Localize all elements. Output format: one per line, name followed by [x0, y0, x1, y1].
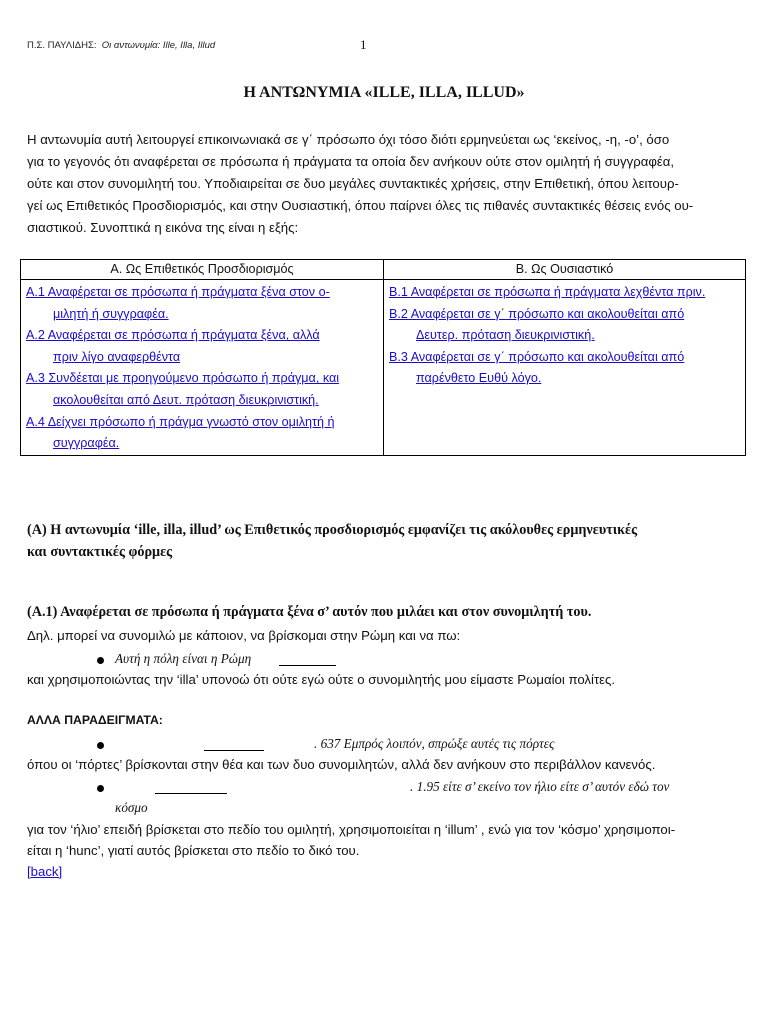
running-header: [27, 40, 215, 51]
latin-blank: [204, 750, 264, 751]
intro-line: για το γεγονός ότι αναφέρεται σε πρόσωπα ή πράγματα τα οποία δεν ανήκουν ούτε στον ομιλητή ή συγγραφέα,: [27, 154, 675, 169]
link-a4[interactable]: Α.4 Δείχνει πρόσωπο ή πράγμα γνωστό στον ομιλητή ή συγγραφέα.: [26, 414, 335, 451]
page-number: 1: [360, 37, 367, 52]
intro-line: γεί ως Επιθετικός Προσδιορισμός, και στην Ουσιαστική, όπου παίρνει όλες τις πιθανές συντακτικές θέσεις ενός ου-: [27, 198, 694, 213]
intro-line: σιαστικού. Συνοπτικά η εικόνα της είναι η εξής:: [27, 220, 299, 235]
section-a1-heading: (Α.1) Αναφέρεται σε πρόσωπα ή πράγματα ξένα σ’ αυτόν που μιλάει και στον συνομιλητή του.: [27, 604, 592, 620]
header-author: Π.Σ. ΠΑΥΛΙΔΗΣ:: [27, 40, 97, 51]
example-1: Αυτή η πόλη είναι η Ρώμη: [115, 651, 252, 666]
link-b1[interactable]: Β.1 Αναφέρεται σε πρόσωπα ή πράγματα λεχθέντα πριν.: [389, 285, 706, 299]
section-a-heading-line: και συντακτικές φόρμες: [27, 544, 173, 560]
latin-blank: [279, 665, 336, 666]
section-a1-text: είται η ‘hunc’, γιατί αυτός βρίσκεται στο πεδίο το δικό του.: [27, 843, 360, 858]
bullet: [97, 657, 104, 664]
usage-summary-table: [20, 259, 746, 456]
col-b-header: Β. Ως Ουσιαστικό: [384, 260, 746, 280]
latin-blank: [155, 793, 227, 794]
intro-paragraph: [27, 129, 745, 239]
bullet: [97, 742, 104, 749]
col-a-cell: [21, 280, 384, 456]
other-examples-label: ΑΛΛΑ ΠΑΡΑΔΕΙΓΜΑΤΑ:: [27, 713, 163, 727]
back-link[interactable]: [back]: [27, 864, 63, 879]
example-2: . 637 Εμπρός λοιπόν, σπρώξε αυτές τις πόρτες: [314, 736, 555, 751]
intro-line: ούτε και στον συνομιλητή του. Υποδιαιρείται σε δυο μεγάλες συντακτικές χρήσεις, στην Επιθετική, όπου λειτουρ-: [27, 176, 679, 191]
section-a-heading: [27, 519, 747, 563]
section-a1-text: για τον ‘ήλιο’ επειδή βρίσκεται στο πεδίο του ομιλητή, χρησιμοποιείται η ‘illum’ , ενώ για τον ‘κόσμο’ χρησιμοποι-: [27, 822, 676, 837]
section-a1-text: όπου οι ‘πόρτες’ βρίσκονται στην θέα και των δυο συνομιλητών, αλλά δεν ανήκουν στο περιβάλλον κανενός.: [27, 757, 656, 772]
intro-line: Η αντωνυμία αυτή λειτουργεί επικοινωνιακά σε γ΄ πρόσωπο όχι τόσο διότι ερμηνεύεται ως ‘εκείνος, -η, -ο’, όσο: [27, 132, 670, 147]
link-b2[interactable]: Β.2 Αναφέρεται σε γ΄ πρόσωπο και ακολουθείται από Δευτερ. πρόταση διευκρινιστική.: [389, 306, 685, 343]
link-b3[interactable]: Β.3 Αναφέρεται σε γ΄ πρόσωπο και ακολουθείται από παρένθετο Ευθύ λόγο.: [389, 349, 685, 386]
link-a2[interactable]: Α.2 Αναφέρεται σε πρόσωπα ή πράγματα ξένα, αλλά πριν λίγο αναφερθέντα: [26, 328, 320, 364]
section-a1-text: και χρησιμοποιώντας την ‘illa’ υπονοώ ότι ούτε εγώ ούτε ο συνομιλητής μου είμαστε Ρωμαίοι πολίτες.: [27, 672, 616, 687]
link-a3[interactable]: Α.3 Συνδέεται με προηγούμενο πρόσωπο ή πράγμα, και ακολουθείται από Δευτ. πρόταση διευκρινιστική.: [26, 371, 340, 407]
example-3: . 1.95 είτε σ’ εκείνο τον ήλιο είτε σ’ αυτόν εδώ τον: [410, 779, 670, 794]
section-a1-text: Δηλ. μπορεί να συνομιλώ με κάποιον, να βρίσκομαι στην Ρώμη και να πω:: [27, 628, 461, 643]
example-3-cont: κόσμο: [115, 800, 148, 815]
page-title: Η ΑΝΤΩΝΥΜΙΑ «ILLE, ILLA, ILLUD»: [243, 84, 525, 101]
col-a-header: Α. Ως Επιθετικός Προσδιορισμός: [21, 260, 384, 280]
bullet: [97, 785, 104, 792]
section-a-heading-line: (Α) Η αντωνυμία ‘ille, illa, illud’ ως Επιθετικός προσδιορισμός εμφανίζει τις ακόλουθες ερμηνευτικές: [27, 522, 638, 538]
link-a1[interactable]: Α.1 Αναφέρεται σε πρόσωπα ή πράγματα ξένα στον ο- μιλητή ή συγγραφέα.: [26, 285, 330, 321]
col-b-cell: [384, 280, 746, 456]
header-subject: Οι αντωνυμία: Ille, Illa, Illud: [101, 40, 216, 51]
